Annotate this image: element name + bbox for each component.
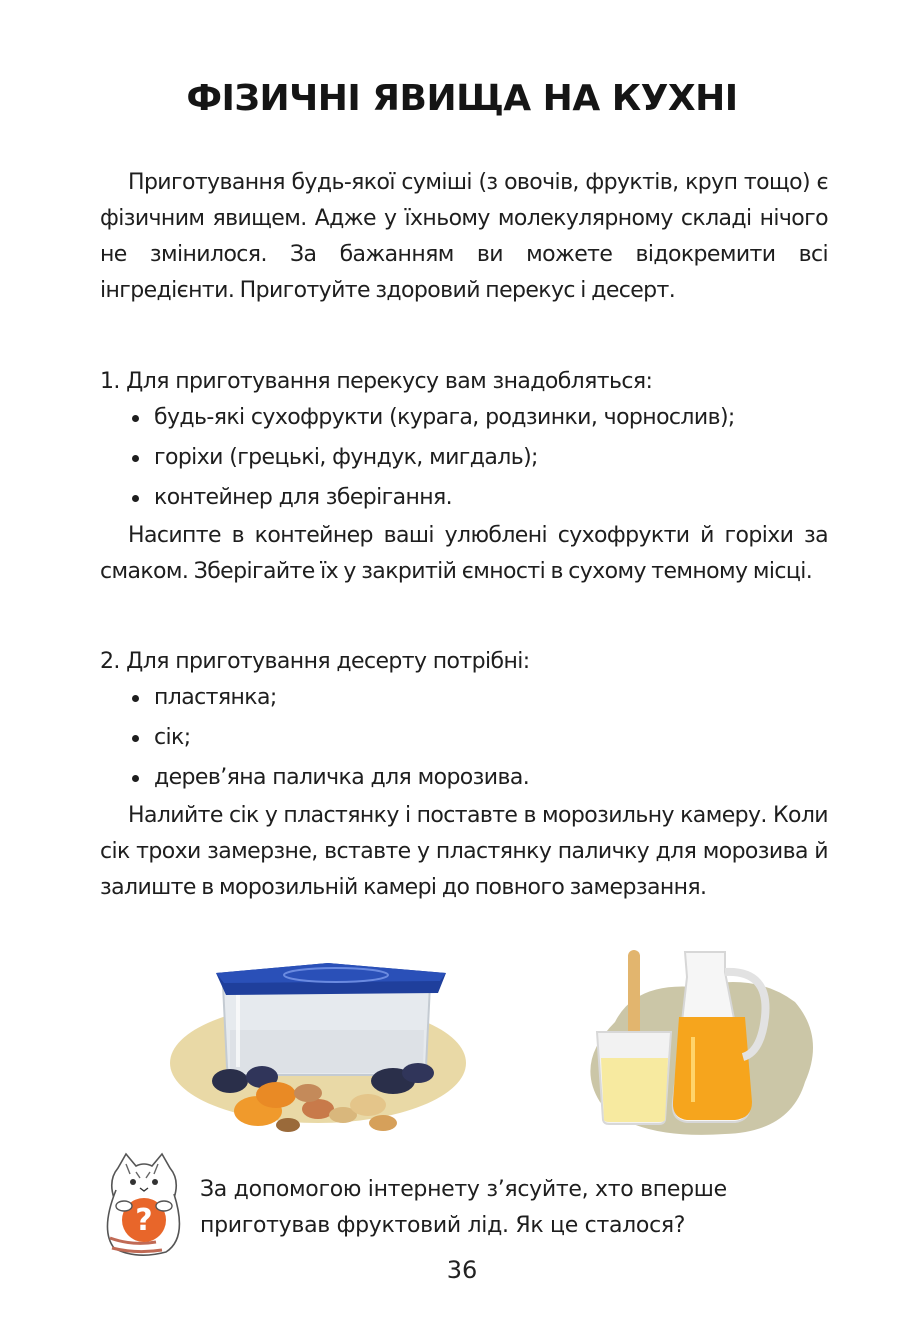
list-item: пластянка; [126, 678, 529, 718]
section1-instructions [100, 518, 828, 590]
list-item: горіхи (грецькі, фундук, мигдаль); [126, 438, 735, 478]
page-number: 36 [446, 1256, 478, 1284]
list-item: контейнер для зберігання. [126, 478, 735, 518]
list-item: дерев’яна паличка для морозива. [126, 758, 529, 798]
section2-heading: 2. Для приготування десерту потрібні: [100, 649, 530, 674]
intro-paragraph [100, 165, 828, 309]
section1-list [126, 398, 735, 518]
orange-juice [673, 1017, 752, 1120]
question-text: За допомогою інтернету з’ясуйте, хто вперше приготував фруктовий лід. Як це сталося? [200, 1177, 727, 1238]
section2-instructions-text: Налийте сік у пластянку і поставте в морозильну камеру. Коли сік трохи замерзне, вставте у пластянку паличку для морозива й залиште в морозильній камері до повного замерзання. [100, 803, 828, 900]
svg-text:?: ? [135, 1203, 153, 1238]
list-item: будь-які сухофрукти (курага, родзинки, чорнослив); [126, 398, 735, 438]
section2-instructions [100, 798, 828, 906]
list-item: сік; [126, 718, 529, 758]
prune [212, 1069, 248, 1093]
question-cat-icon [96, 1150, 192, 1260]
container-with-dried-fruits-image [168, 955, 478, 1140]
section2-list [126, 678, 529, 798]
intro-text: Приготування будь-якої суміші (з овочів, фруктів, круп тощо) є фізичним явищем. Адже у їхньому молекулярному складі нічого не змінилося. За бажанням ви можете відокремити всі інгредієнти. Приготуйте здоровий перекус і десерт. [100, 170, 828, 303]
section1-instructions-text: Насипте в контейнер ваші улюблені сухофрукти й горіхи за смаком. Зберігайте їх у закритій ємності в сухому темному місці. [100, 523, 828, 584]
section1-heading: 1. Для приготування перекусу вам знадобляться: [100, 369, 653, 394]
light-juice [601, 1058, 668, 1122]
page-title: ФІЗИЧНІ ЯВИЩА НА КУХНІ [186, 78, 738, 119]
juice-pitcher-and-glass-image [575, 942, 830, 1147]
